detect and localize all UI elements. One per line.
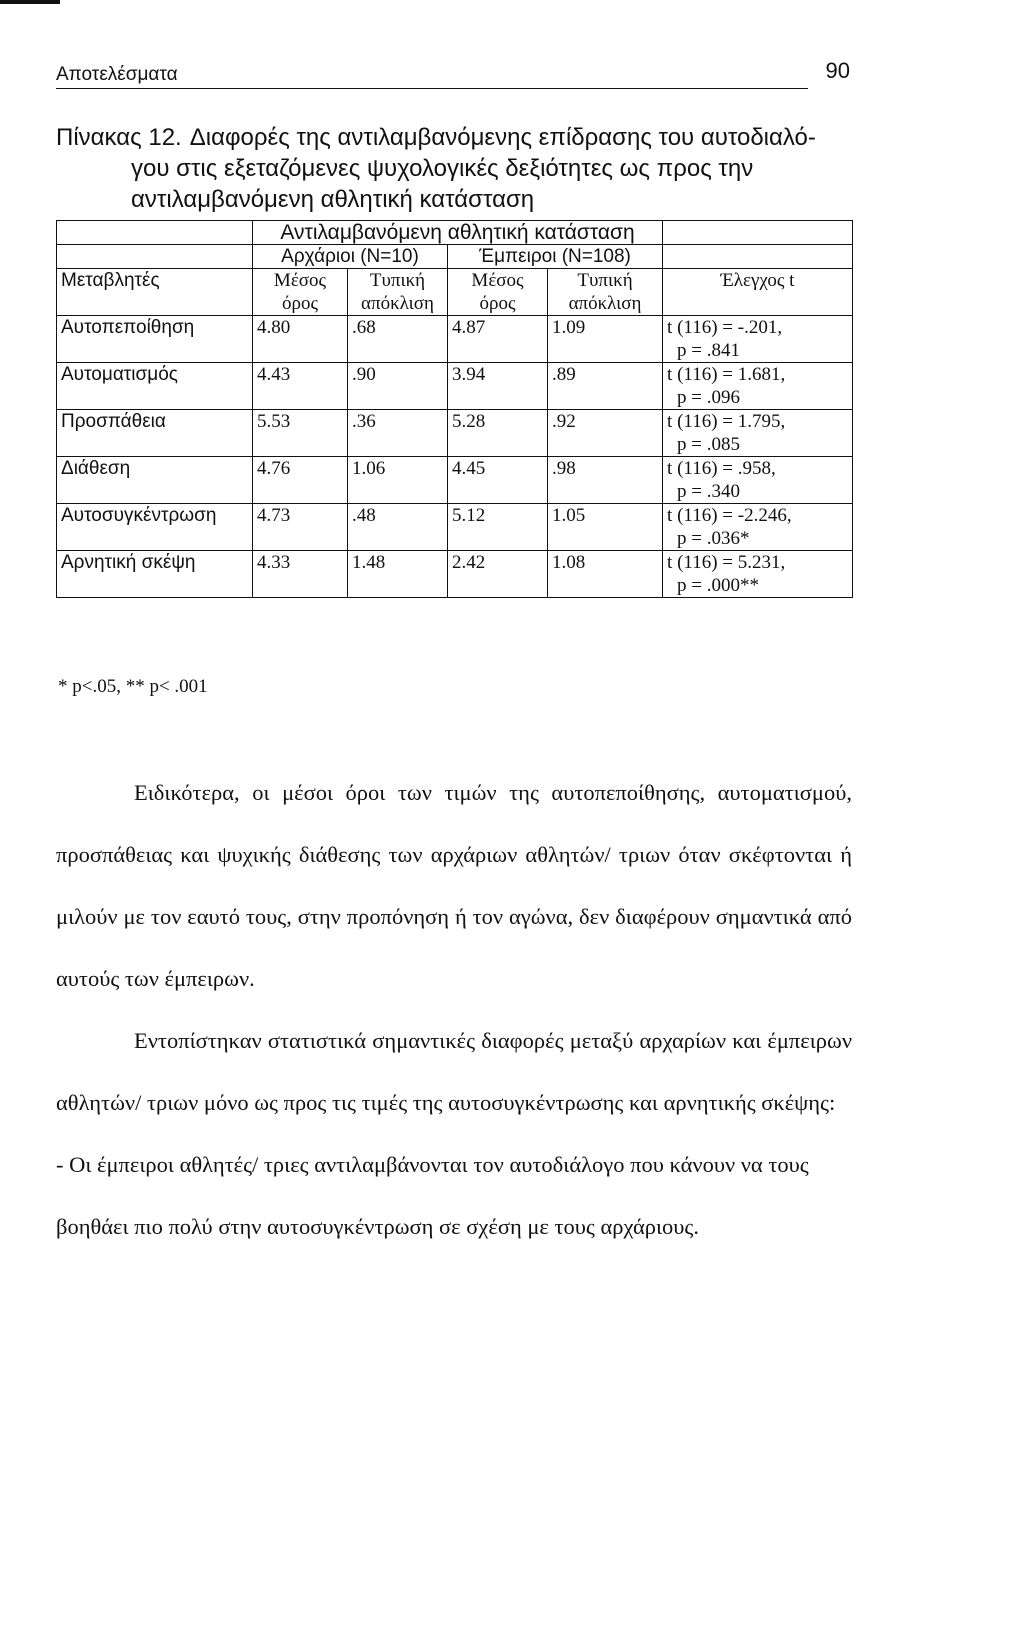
table-row [57,410,853,457]
row-variable: Αρνητική σκέψη [57,551,253,598]
results-table [56,220,853,598]
cell-mean-1: 4.76 [253,457,348,504]
cell-mean-1: 5.53 [253,410,348,457]
body-text [56,762,852,1258]
cell-t-test: t (116) = 1.681, p = .096 [663,363,853,410]
cell-t-test: t (116) = .958, p = .340 [663,457,853,504]
group1-header: Αρχάριοι (N=10) [253,245,448,269]
cell-sd-1: .36 [348,410,448,457]
top-edge-rule [0,0,60,4]
cell-sd-2: .98 [548,457,663,504]
row-variable: Αυτοματισμός [57,363,253,410]
cell-sd-1: .48 [348,504,448,551]
cell-mean-2: 3.94 [448,363,548,410]
cell-mean-1: 4.73 [253,504,348,551]
cell-mean-1: 4.43 [253,363,348,410]
cell-sd-1: 1.48 [348,551,448,598]
cell-mean-2: 4.45 [448,457,548,504]
caption-line-1: Πίνακας 12. Διαφορές της αντιλαμβανόμενης επίδρασης του αυτοδιαλό- [56,124,816,151]
cell-sd-2: .89 [548,363,663,410]
col-header-mean-1: Μέσος όρος [253,269,348,316]
cell-mean-1: 4.80 [253,316,348,363]
caption-line-3: αντιλαμβανόμενη αθλητική κατάσταση [131,186,535,213]
group2-header: Έμπειροι (N=108) [448,245,663,269]
col-header-sd-1: Τυπική απόκλιση [348,269,448,316]
page-number: 90 [825,58,850,83]
cell-mean-2: 4.87 [448,316,548,363]
col-header-sd-2: Τυπική απόκλιση [548,269,663,316]
header-empty-cell [57,221,253,245]
col-header-mean-2: Μέσος όρος [448,269,548,316]
header-empty-cell [57,245,253,269]
col-header-test: Έλεγχος t [663,269,853,316]
paragraph: Ειδικότερα, οι μέσοι όροι των τιμών της αυτοπεποίθησης, αυτοματισμού, προσπάθειας και ψυχικής διάθεσης των αρχάριων αθλητών/ τριων όταν σκέφτονται ή μιλούν με τον εαυτό τους, στην προπόνηση ή τον αγώνα, δεν διαφέρουν σημαντικά από αυτούς των έμπειρων. [56,780,852,991]
cell-t-test: t (116) = -.201, p = .841 [663,316,853,363]
group-header: Αντιλαμβανόμενη αθλητική κατάσταση [253,221,663,245]
header-empty-cell [663,221,853,245]
cell-t-test: t (116) = 5.231, p = .000** [663,551,853,598]
cell-mean-2: 5.12 [448,504,548,551]
cell-t-test: t (116) = -2.246, p = .036* [663,504,853,551]
row-variable: Αυτοπεποίθηση [57,316,253,363]
cell-mean-2: 2.42 [448,551,548,598]
cell-mean-2: 5.28 [448,410,548,457]
table-row [57,316,853,363]
cell-sd-1: 1.06 [348,457,448,504]
cell-sd-1: .90 [348,363,448,410]
cell-sd-2: 1.09 [548,316,663,363]
table-caption [56,122,846,215]
cell-sd-2: 1.05 [548,504,663,551]
table-header-row [57,269,853,316]
section-title: Αποτελέσματα [56,64,178,85]
table-row [57,551,853,598]
row-variable: Διάθεση [57,457,253,504]
cell-sd-1: .68 [348,316,448,363]
table-header-row [57,221,853,245]
header-empty-cell [663,245,853,269]
caption-label: Πίνακας 12. [56,124,182,151]
cell-mean-1: 4.33 [253,551,348,598]
table-footnote: * p<.05, ** p< .001 [58,676,208,697]
table-row [57,457,853,504]
page-header [56,58,850,92]
paragraph: Εντοπίστηκαν στατιστικά σημαντικές διαφορές μεταξύ αρχαρίων και έμπειρων αθλητών/ τριων μόνο ως προς τις τιμές της αυτοσυγκέντρωσης και αρνητικής σκέψης: [56,1028,852,1115]
paragraph: - Οι έμπειροι αθλητές/ τριες αντιλαμβάνονται τον αυτοδιάλογο που κάνουν να τους βοηθάει πιο πολύ στην αυτοσυγκέντρωση σε σχέση με τους αρχάριους. [56,1152,809,1239]
table-row [57,363,853,410]
row-variable: Αυτοσυγκέντρωση [57,504,253,551]
col-header-variables: Μεταβλητές [57,269,253,316]
header-rule [56,88,808,89]
cell-t-test: t (116) = 1.795, p = .085 [663,410,853,457]
table-header-row [57,245,853,269]
table-row [57,504,853,551]
cell-sd-2: 1.08 [548,551,663,598]
cell-sd-2: .92 [548,410,663,457]
row-variable: Προσπάθεια [57,410,253,457]
caption-line-2: γου στις εξεταζόμενες ψυχολογικές δεξιότητες ως προς την [131,155,754,182]
